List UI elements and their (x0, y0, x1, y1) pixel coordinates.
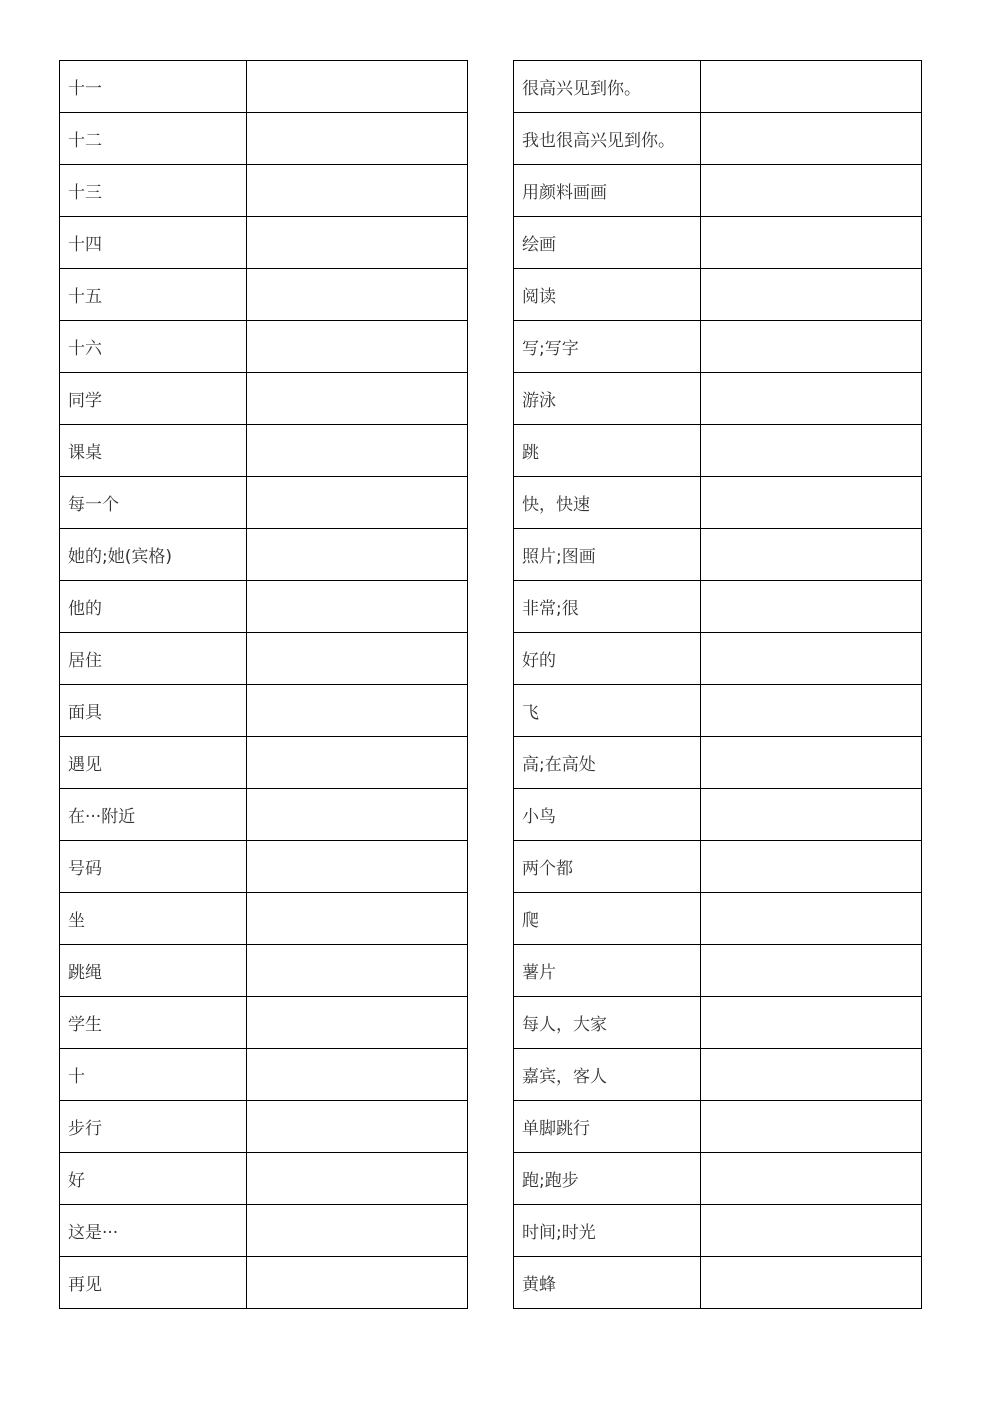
answer-blank-cell[interactable] (247, 997, 468, 1049)
table-row (514, 737, 922, 789)
answer-blank-cell[interactable] (247, 1101, 468, 1153)
table-row (60, 217, 468, 269)
right-vocab-table-body (514, 61, 922, 1309)
chinese-word-cell: 阅读 (514, 269, 701, 321)
table-row (514, 685, 922, 737)
answer-blank-cell[interactable] (701, 61, 922, 113)
answer-blank-cell[interactable] (247, 373, 468, 425)
chinese-word-cell: 嘉宾，客人 (514, 1049, 701, 1101)
chinese-word-cell: 十 (60, 1049, 247, 1101)
chinese-word-cell: 再见 (60, 1257, 247, 1309)
left-vocab-table (59, 60, 468, 1309)
answer-blank-cell[interactable] (701, 1205, 922, 1257)
answer-blank-cell[interactable] (701, 217, 922, 269)
table-row (60, 737, 468, 789)
chinese-word-cell: 写;写字 (514, 321, 701, 373)
table-row (60, 1257, 468, 1309)
chinese-word-cell: 爬 (514, 893, 701, 945)
answer-blank-cell[interactable] (701, 997, 922, 1049)
chinese-word-cell: 时间;时光 (514, 1205, 701, 1257)
right-vocab-table (513, 60, 922, 1309)
table-row (514, 893, 922, 945)
answer-blank-cell[interactable] (701, 581, 922, 633)
answer-blank-cell[interactable] (701, 1153, 922, 1205)
answer-blank-cell[interactable] (247, 477, 468, 529)
chinese-word-cell: 飞 (514, 685, 701, 737)
chinese-word-cell: 用颜料画画 (514, 165, 701, 217)
answer-blank-cell[interactable] (701, 1101, 922, 1153)
chinese-word-cell: 每人，大家 (514, 997, 701, 1049)
chinese-word-cell: 两个都 (514, 841, 701, 893)
chinese-word-cell: 十三 (60, 165, 247, 217)
answer-blank-cell[interactable] (701, 425, 922, 477)
chinese-word-cell: 十二 (60, 113, 247, 165)
table-row (514, 1049, 922, 1101)
table-row (514, 61, 922, 113)
table-row (514, 373, 922, 425)
answer-blank-cell[interactable] (701, 737, 922, 789)
table-row (60, 1153, 468, 1205)
chinese-word-cell: 同学 (60, 373, 247, 425)
chinese-word-cell: 他的 (60, 581, 247, 633)
table-row (60, 165, 468, 217)
chinese-word-cell: 好的 (514, 633, 701, 685)
answer-blank-cell[interactable] (247, 737, 468, 789)
table-row (60, 945, 468, 997)
answer-blank-cell[interactable] (701, 1257, 922, 1309)
chinese-word-cell: 黄蜂 (514, 1257, 701, 1309)
table-row (514, 425, 922, 477)
answer-blank-cell[interactable] (701, 373, 922, 425)
table-row (60, 893, 468, 945)
chinese-word-cell: 小鸟 (514, 789, 701, 841)
chinese-word-cell: 在···附近 (60, 789, 247, 841)
chinese-word-cell: 坐 (60, 893, 247, 945)
answer-blank-cell[interactable] (701, 1049, 922, 1101)
chinese-word-cell: 居住 (60, 633, 247, 685)
table-row (514, 581, 922, 633)
table-row (60, 1101, 468, 1153)
answer-blank-cell[interactable] (701, 633, 922, 685)
table-row (60, 61, 468, 113)
chinese-word-cell: 我也很高兴见到你。 (514, 113, 701, 165)
chinese-word-cell: 她的;她(宾格) (60, 529, 247, 581)
chinese-word-cell: 号码 (60, 841, 247, 893)
table-row (60, 113, 468, 165)
chinese-word-cell: 跑;跑步 (514, 1153, 701, 1205)
table-row (60, 685, 468, 737)
table-row (60, 581, 468, 633)
answer-blank-cell[interactable] (247, 321, 468, 373)
answer-blank-cell[interactable] (247, 789, 468, 841)
chinese-word-cell: 课桌 (60, 425, 247, 477)
answer-blank-cell[interactable] (247, 165, 468, 217)
answer-blank-cell[interactable] (247, 269, 468, 321)
answer-blank-cell[interactable] (701, 529, 922, 581)
table-row (60, 425, 468, 477)
table-row (514, 217, 922, 269)
answer-blank-cell[interactable] (701, 945, 922, 997)
answer-blank-cell[interactable] (247, 945, 468, 997)
chinese-word-cell: 绘画 (514, 217, 701, 269)
answer-blank-cell[interactable] (247, 581, 468, 633)
table-row (60, 321, 468, 373)
table-row (514, 633, 922, 685)
table-row (514, 477, 922, 529)
chinese-word-cell: 单脚跳行 (514, 1101, 701, 1153)
chinese-word-cell: 面具 (60, 685, 247, 737)
chinese-word-cell: 十一 (60, 61, 247, 113)
table-row (60, 529, 468, 581)
table-row (514, 165, 922, 217)
table-row (60, 269, 468, 321)
answer-blank-cell[interactable] (701, 165, 922, 217)
table-row (60, 633, 468, 685)
chinese-word-cell: 十四 (60, 217, 247, 269)
chinese-word-cell: 很高兴见到你。 (514, 61, 701, 113)
table-row (514, 1257, 922, 1309)
chinese-word-cell: 非常;很 (514, 581, 701, 633)
chinese-word-cell: 薯片 (514, 945, 701, 997)
answer-blank-cell[interactable] (701, 321, 922, 373)
table-row (60, 1205, 468, 1257)
table-row (60, 789, 468, 841)
chinese-word-cell: 步行 (60, 1101, 247, 1153)
table-row (514, 997, 922, 1049)
table-row (514, 321, 922, 373)
table-row (514, 789, 922, 841)
table-row (514, 113, 922, 165)
table-row (60, 1049, 468, 1101)
chinese-word-cell: 好 (60, 1153, 247, 1205)
table-row (514, 945, 922, 997)
answer-blank-cell[interactable] (247, 633, 468, 685)
answer-blank-cell[interactable] (247, 1205, 468, 1257)
table-row (514, 1101, 922, 1153)
answer-blank-cell[interactable] (701, 841, 922, 893)
chinese-word-cell: 照片;图画 (514, 529, 701, 581)
table-row (514, 529, 922, 581)
answer-blank-cell[interactable] (247, 113, 468, 165)
answer-blank-cell[interactable] (247, 1153, 468, 1205)
chinese-word-cell: 学生 (60, 997, 247, 1049)
table-row (60, 997, 468, 1049)
left-vocab-table-body (60, 61, 468, 1309)
table-row (514, 269, 922, 321)
answer-blank-cell[interactable] (247, 425, 468, 477)
answer-blank-cell[interactable] (247, 1049, 468, 1101)
table-row (60, 373, 468, 425)
answer-blank-cell[interactable] (247, 61, 468, 113)
answer-blank-cell[interactable] (701, 269, 922, 321)
table-row (514, 841, 922, 893)
table-row (514, 1153, 922, 1205)
answer-blank-cell[interactable] (247, 893, 468, 945)
chinese-word-cell: 每一个 (60, 477, 247, 529)
table-row (60, 477, 468, 529)
answer-blank-cell[interactable] (701, 477, 922, 529)
answer-blank-cell[interactable] (247, 685, 468, 737)
chinese-word-cell: 跳 (514, 425, 701, 477)
chinese-word-cell: 十五 (60, 269, 247, 321)
answer-blank-cell[interactable] (247, 217, 468, 269)
chinese-word-cell: 快，快速 (514, 477, 701, 529)
chinese-word-cell: 跳绳 (60, 945, 247, 997)
answer-blank-cell[interactable] (247, 1257, 468, 1309)
chinese-word-cell: 这是··· (60, 1205, 247, 1257)
table-row (60, 841, 468, 893)
answer-blank-cell[interactable] (247, 529, 468, 581)
chinese-word-cell: 游泳 (514, 373, 701, 425)
chinese-word-cell: 遇见 (60, 737, 247, 789)
chinese-word-cell: 十六 (60, 321, 247, 373)
table-row (514, 1205, 922, 1257)
answer-blank-cell[interactable] (247, 841, 468, 893)
answer-blank-cell[interactable] (701, 685, 922, 737)
answer-blank-cell[interactable] (701, 789, 922, 841)
answer-blank-cell[interactable] (701, 113, 922, 165)
chinese-word-cell: 高;在高处 (514, 737, 701, 789)
answer-blank-cell[interactable] (701, 893, 922, 945)
